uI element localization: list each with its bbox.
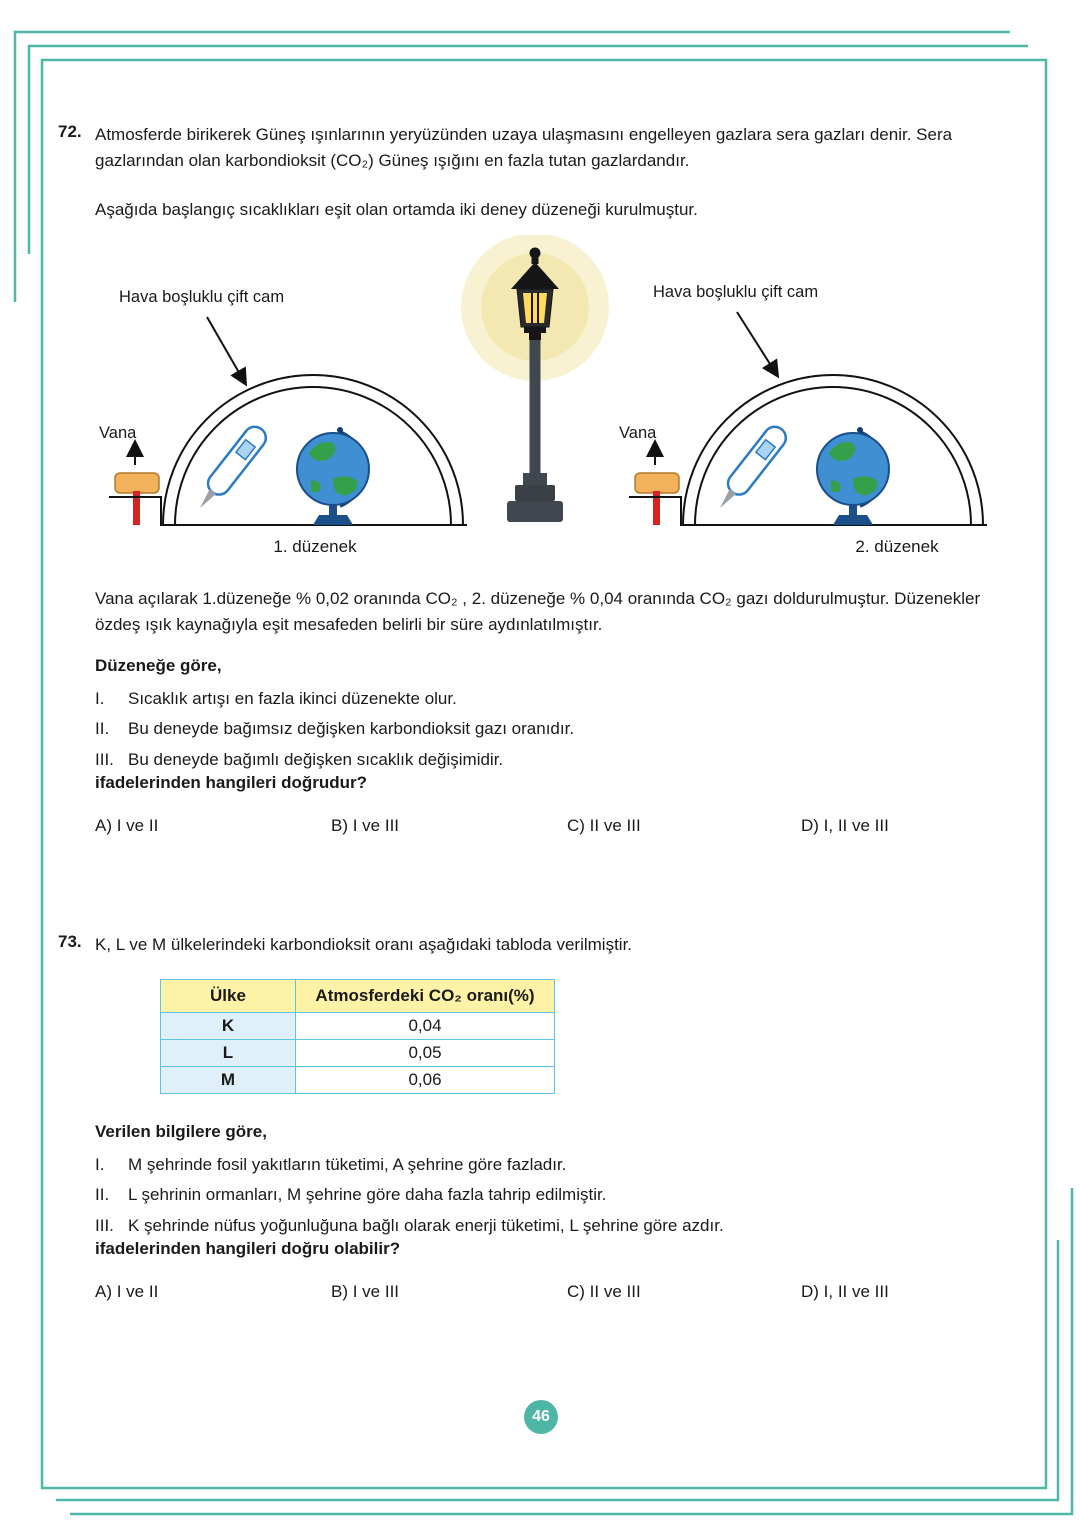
question-72-number: 72.: [58, 122, 82, 141]
table-cell-value: 0,04: [296, 1012, 555, 1039]
table-row: [161, 1039, 555, 1066]
pointer-arrow-icon: [737, 312, 777, 375]
setup-2: [629, 375, 987, 525]
double-glass-label-1: Hava boşluklu çift cam: [119, 288, 285, 307]
question-72-heading: Düzeneğe göre,: [95, 655, 222, 675]
table-row: [161, 1012, 555, 1039]
statement-numeral: II.: [95, 1185, 110, 1205]
double-glass-label-2: Hava boşluklu çift cam: [653, 283, 819, 302]
option-b: B) I ve III: [331, 1282, 400, 1302]
statement-text: L şehrinin ormanları, M şehrine göre daha fazla tahrip edilmiştir.: [128, 1185, 607, 1205]
question-72-options: [95, 816, 1020, 836]
table-cell-country: L: [161, 1039, 296, 1066]
option-c: C) II ve III: [567, 816, 641, 836]
question-73-heading: Verilen bilgilere göre,: [95, 1121, 267, 1141]
statement-text: K şehrinde nüfus yoğunluğuna bağlı olarak enerji tüketimi, L şehrine göre azdır.: [128, 1215, 724, 1235]
question-73-number: 73.: [58, 932, 82, 952]
globe-icon: [817, 427, 889, 525]
question-72-intro: Atmosferde birikerek Güneş ışınlarının yeryüzünden uzaya ulaşmasını engelleyen gazlara sera gazları denir. Sera gazlarından olan karbondioksit (CO₂) Güneş ışığını en fazla tutan gazlardandır.: [95, 125, 953, 171]
thermometer-icon: [711, 422, 790, 514]
question-72-setup-text: Aşağıda başlangıç sıcaklıkları eşit olan ortamda iki deney düzeneği kurulmuştur.: [95, 199, 698, 219]
question-73-statements: [95, 1151, 1020, 1240]
table-cell-country: M: [161, 1066, 296, 1093]
table-header-co2: Atmosferdeki CO₂ oranı(%): [296, 979, 555, 1012]
valve-icon: [635, 473, 679, 493]
page-number-badge: 46: [524, 1400, 558, 1434]
statement-numeral: III.: [95, 749, 114, 769]
table-header-country: Ülke: [161, 979, 296, 1012]
setup-1-caption: 1. düzenek: [273, 537, 357, 557]
setup-1: [109, 375, 467, 525]
statement-text: Sıcaklık artışı en fazla ikinci düzenekte olur.: [128, 688, 457, 708]
question-73-prompt: ifadelerinden hangileri doğru olabilir?: [95, 1239, 401, 1259]
page-content: [58, 122, 1020, 1302]
table-cell-value: 0,06: [296, 1066, 555, 1093]
co2-table: [160, 979, 555, 1094]
valve-icon: [115, 473, 159, 493]
question-73-options: [95, 1282, 1020, 1302]
question-73-intro: K, L ve M ülkelerindeki karbondioksit oranı aşağıdaki tabloda verilmiştir.: [95, 935, 633, 955]
lamp-icon: [507, 248, 563, 523]
question-72-experiment-result: Vana açılarak 1.düzeneğe % 0,02 oranında CO₂ , 2. düzeneğe % 0,04 oranında CO₂ gazı doldurulmuştur. Düzenekler özdeş ışık kaynağıyla eşit mesafeden belirli bir süre aydınlatılmıştır.: [95, 589, 981, 635]
setup-2-caption: 2. düzenek: [855, 537, 939, 557]
thermometer-icon: [191, 422, 270, 514]
experiment-figure: [95, 235, 1020, 570]
table-header-row: [161, 979, 555, 1012]
table-cell-value: 0,05: [296, 1039, 555, 1066]
statement-text: M şehrinde fosil yakıtların tüketimi, A şehrine göre fazladır.: [128, 1154, 567, 1174]
option-b: B) I ve III: [331, 816, 400, 836]
valve-label-2: Vana: [619, 424, 657, 443]
globe-icon: [297, 427, 369, 525]
statement-numeral: I.: [95, 1154, 105, 1174]
pointer-arrow-icon: [207, 317, 245, 383]
option-d: D) I, II ve III: [801, 1282, 889, 1302]
question-72-prompt: ifadelerinden hangileri doğrudur?: [95, 773, 368, 793]
question-72: [58, 122, 1020, 836]
option-d: D) I, II ve III: [801, 816, 889, 836]
question-72-statements: [95, 685, 1020, 774]
statement-text: Bu deneyde bağımsız değişken karbondioksit gazı oranıdır.: [128, 719, 575, 739]
statement-numeral: I.: [95, 688, 105, 708]
option-a: A) I ve II: [95, 1282, 159, 1302]
question-73: [58, 932, 1020, 1302]
statement-numeral: III.: [95, 1215, 114, 1235]
table-row: [161, 1066, 555, 1093]
statement-numeral: II.: [95, 719, 110, 739]
table-cell-country: K: [161, 1012, 296, 1039]
statement-text: Bu deneyde bağımlı değişken sıcaklık değişimidir.: [128, 749, 504, 769]
option-c: C) II ve III: [567, 1282, 641, 1302]
valve-label-1: Vana: [99, 424, 137, 443]
option-a: A) I ve II: [95, 816, 159, 836]
